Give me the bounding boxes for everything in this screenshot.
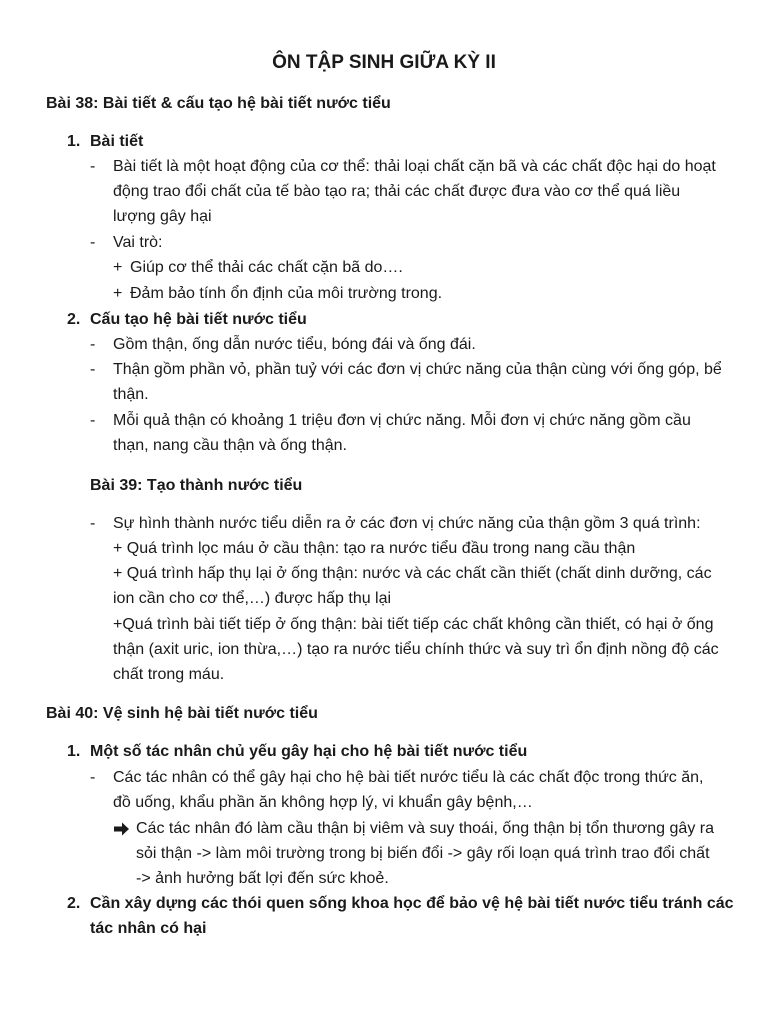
document-title: ÔN TẬP SINH GIỮA KỲ II — [272, 52, 496, 73]
paragraph-line: + Quá trình lọc máu ở cầu thận: tạo ra nước tiểu đầu trong nang cầu thận — [113, 540, 636, 557]
bullet-dash: - — [90, 769, 96, 786]
bullet-dash: - — [90, 361, 96, 378]
section-heading: Bài tiết — [90, 133, 144, 150]
bullet-dash: - — [90, 234, 96, 251]
section-heading: Cấu tạo hệ bài tiết nước tiểu — [90, 311, 307, 328]
paragraph-line: + Quá trình hấp thụ lại ở ống thận: nước và các chất cần thiết (chất dinh dưỡng, các — [113, 565, 712, 582]
lesson-38-heading: Bài 38: Bài tiết & cấu tạo hệ bài tiết nước tiểu — [46, 95, 391, 112]
paragraph-line: Đảm bảo tính ổn định của môi trường trong. — [130, 285, 443, 302]
bullet-dash: - — [90, 412, 96, 429]
bullet-dash: - — [90, 515, 96, 532]
paragraph-line: thận (axit uric, ion thừa,…) tạo ra nước tiểu chính thức và suy trì ổn định nồng độ các — [113, 641, 719, 658]
paragraph-line: Sự hình thành nước tiểu diễn ra ở các đơn vị chức năng của thận gồm 3 quá trình: — [113, 515, 701, 532]
bullet-plus: + — [113, 285, 123, 302]
paragraph-line: chất trong máu. — [113, 666, 225, 683]
paragraph-line: động trao đổi chất của tế bào tạo ra; thải các chất được đưa vào cơ thể quá liều — [113, 183, 681, 200]
section-heading: Một số tác nhân chủ yếu gây hại cho hệ bài tiết nước tiểu — [90, 743, 528, 760]
paragraph-line: sỏi thận -> làm môi trường trong bị biến đổi -> gây rối loạn quá trình trao đổi chất — [136, 845, 710, 862]
section-number: 2. — [67, 311, 81, 328]
section-number: 1. — [67, 133, 81, 150]
paragraph-line: lượng gây hại — [113, 208, 212, 225]
paragraph-line: -> ảnh hưởng bất lợi đến sức khoẻ. — [136, 870, 389, 887]
paragraph-line: Thận gồm phần vỏ, phần tuỷ với các đơn vị chức năng của thận cùng với ống góp, bể — [113, 361, 722, 378]
paragraph-line: Vai trò: — [113, 234, 163, 251]
paragraph-line: đồ uống, khẩu phần ăn không hợp lý, vi khuẩn gây bệnh,… — [113, 794, 533, 811]
lesson-39-heading: Bài 39: Tạo thành nước tiểu — [90, 477, 303, 494]
paragraph-line: thận. — [113, 386, 149, 403]
section-heading: Cần xây dựng các thói quen sống khoa học để bảo vệ hệ bài tiết nước tiểu tránh các — [90, 895, 734, 912]
paragraph-line: Gồm thận, ống dẫn nước tiểu, bóng đái và ống đái. — [113, 336, 476, 353]
section-number: 2. — [67, 895, 81, 912]
paragraph-line: thạn, nang cầu thận và ống thận. — [113, 437, 347, 454]
paragraph-line: Giúp cơ thể thải các chất cặn bã do…. — [130, 259, 403, 276]
bullet-dash: - — [90, 336, 96, 353]
paragraph-line: Bài tiết là một hoạt động của cơ thể: thải loại chất cặn bã và các chất độc hại do hoạt — [113, 158, 716, 175]
bullet-plus: + — [113, 259, 123, 276]
section-number: 1. — [67, 743, 81, 760]
paragraph-line: Các tác nhân có thể gây hại cho hệ bài tiết nước tiểu là các chất độc trong thức ăn, — [113, 769, 704, 786]
paragraph-line: Các tác nhân đó làm cầu thận bị viêm và suy thoái, ống thận bị tổn thương gây ra — [136, 820, 714, 837]
bullet-dash: - — [90, 158, 96, 175]
paragraph-line: Mỗi quả thận có khoảng 1 triệu đơn vị chức năng. Mỗi đơn vị chức năng gồm cầu — [113, 412, 691, 429]
section-heading: tác nhân có hại — [90, 920, 207, 937]
lesson-40-heading: Bài 40: Vệ sinh hệ bài tiết nước tiểu — [46, 705, 318, 722]
right-arrow-icon — [113, 821, 130, 837]
paragraph-line: ion cần cho cơ thể,…) được hấp thụ lại — [113, 590, 392, 607]
paragraph-line: +Quá trình bài tiết tiếp ở ống thận: bài tiết tiếp các chất không cần thiết, có hại ở ống — [113, 616, 714, 633]
